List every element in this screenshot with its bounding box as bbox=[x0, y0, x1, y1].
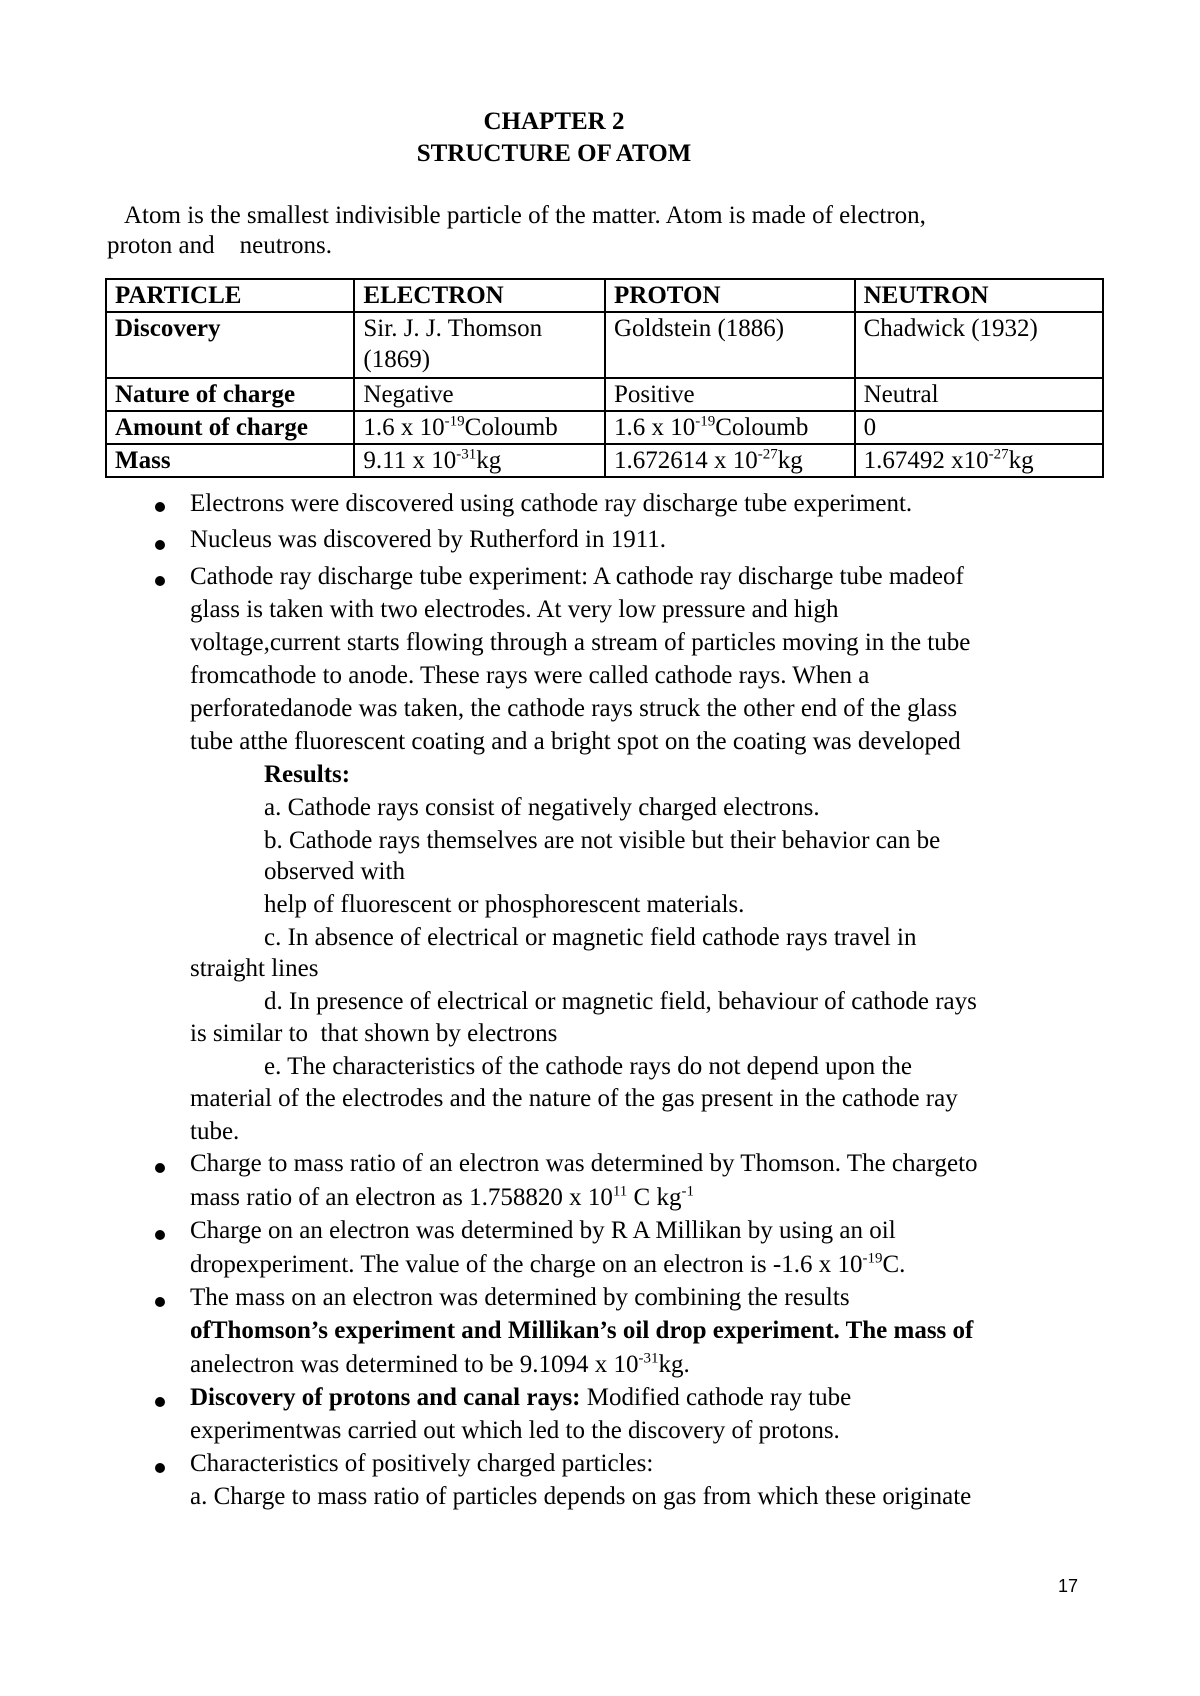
bullet-text: Electrons were discovered using cathode ray discharge tube experiment. bbox=[190, 490, 913, 517]
bullet-text-line bbox=[190, 1182, 694, 1214]
bullet-text-line: experimentwas carried out which led to the discovery of protons. bbox=[190, 1417, 840, 1444]
bullet-text-line: The mass on an electron was determined by combining the results bbox=[190, 1284, 850, 1311]
row-label: Discovery bbox=[106, 312, 354, 378]
table-cell: Goldstein (1886) bbox=[605, 312, 855, 378]
table-cell bbox=[605, 411, 855, 444]
table-cell: 0 bbox=[855, 411, 1103, 444]
exponent: -31 bbox=[638, 1350, 659, 1367]
text-run: dropexperiment. The value of the charge on an electron is -1.6 x 10 bbox=[190, 1251, 863, 1278]
table-row bbox=[106, 312, 1103, 378]
table-header-row bbox=[106, 279, 1103, 312]
row-label: Amount of charge bbox=[106, 411, 354, 444]
text-run: Modified cathode ray tube bbox=[580, 1384, 852, 1411]
cell-unit: kg bbox=[476, 447, 502, 474]
table-header-cell: NEUTRON bbox=[855, 279, 1103, 312]
exponent: -19 bbox=[862, 1250, 883, 1267]
table-cell bbox=[354, 444, 605, 477]
row-label: Mass bbox=[106, 444, 354, 477]
bullet-dot bbox=[155, 576, 165, 586]
table-row bbox=[106, 378, 1103, 411]
cell-unit: kg bbox=[1008, 447, 1034, 474]
bullet-dot bbox=[155, 1297, 165, 1307]
exponent: -27 bbox=[757, 446, 778, 463]
text-run: C. bbox=[882, 1251, 906, 1278]
bullet-text: Nucleus was discovered by Rutherford in 1911. bbox=[190, 526, 667, 553]
exponent: -31 bbox=[456, 446, 477, 463]
bullet-dot bbox=[155, 540, 165, 550]
text-run: anelectron was determined to be 9.1094 x 10 bbox=[190, 1351, 639, 1378]
table-cell: Positive bbox=[605, 378, 855, 411]
bullet-dot bbox=[155, 502, 165, 512]
bullet-text-line: Cathode ray discharge tube experiment: A cathode ray discharge tube madeof bbox=[190, 563, 964, 590]
cell-text: 1.6 x 10 bbox=[614, 414, 696, 441]
page-number: 17 bbox=[1058, 1576, 1079, 1596]
bullet-dot bbox=[155, 1463, 165, 1473]
cell-text: 9.11 x 10 bbox=[363, 447, 457, 474]
bullet-dot bbox=[155, 1230, 165, 1240]
result-c-line: c. In absence of electrical or magnetic field cathode rays travel in bbox=[264, 924, 917, 951]
table-cell: Chadwick (1932) bbox=[855, 312, 1103, 378]
bold-lead: Discovery of protons and canal rays: bbox=[190, 1384, 581, 1411]
table-cell bbox=[855, 444, 1103, 477]
table-cell: Negative bbox=[354, 378, 605, 411]
particle-table bbox=[105, 278, 1104, 478]
intro-line-1: Atom is the smallest indivisible particle of the matter. Atom is made of electron, bbox=[124, 202, 926, 229]
result-b-line: help of fluorescent or phosphorescent materials. bbox=[264, 891, 745, 918]
bullet-text-line: fromcathode to anode. These rays were called cathode rays. When a bbox=[190, 662, 870, 689]
result-c-line: straight lines bbox=[190, 955, 319, 982]
intro-line-2: proton and neutrons. bbox=[107, 232, 332, 259]
bullet-text-line bbox=[190, 1249, 905, 1281]
bullet-text-line: voltage,current starts flowing through a stream of particles moving in the tube bbox=[190, 629, 971, 656]
exponent: -19 bbox=[444, 413, 465, 430]
cell-unit: Coloumb bbox=[464, 414, 558, 441]
table-header-cell: ELECTRON bbox=[354, 279, 605, 312]
table-cell bbox=[605, 444, 855, 477]
table-row bbox=[106, 444, 1103, 477]
text-run: mass ratio of an electron as 1.758820 x 10 bbox=[190, 1184, 613, 1211]
result-e-line: tube. bbox=[190, 1118, 240, 1145]
table-row bbox=[106, 411, 1103, 444]
result-d-line: is similar to that shown by electrons bbox=[190, 1020, 558, 1047]
bullet-text-line bbox=[190, 1349, 690, 1381]
bullet-text-line: Charge on an electron was determined by R A Millikan by using an oil bbox=[190, 1217, 896, 1244]
exponent: 11 bbox=[612, 1183, 628, 1200]
result-a: a. Cathode rays consist of negatively charged electrons. bbox=[264, 794, 820, 821]
cell-text: 1.672614 x 10 bbox=[614, 447, 758, 474]
cell-text: 1.6 x 10 bbox=[363, 414, 445, 441]
exponent: -27 bbox=[988, 446, 1009, 463]
text-run: kg. bbox=[658, 1351, 690, 1378]
bullet-text-line: a. Charge to mass ratio of particles depends on gas from which these originate bbox=[190, 1483, 972, 1510]
results-heading: Results: bbox=[264, 761, 351, 788]
chapter-title: STRUCTURE OF ATOM bbox=[416, 140, 692, 167]
result-d-line: d. In presence of electrical or magnetic field, behaviour of cathode rays bbox=[264, 988, 977, 1015]
row-label: Nature of charge bbox=[106, 378, 354, 411]
bullet-text-line: ofThomson’s experiment and Millikan’s oil drop experiment. The mass of bbox=[190, 1317, 974, 1344]
bullet-text-line: glass is taken with two electrodes. At very low pressure and high bbox=[190, 596, 839, 623]
chapter-label: CHAPTER 2 bbox=[483, 108, 625, 135]
result-b-line: observed with bbox=[264, 858, 405, 885]
bullet-text-line: Charge to mass ratio of an electron was determined by Thomson. The chargeto bbox=[190, 1150, 978, 1177]
result-e-line: material of the electrodes and the nature of the gas present in the cathode ray bbox=[190, 1085, 958, 1112]
result-b-line: b. Cathode rays themselves are not visible but their behavior can be bbox=[264, 827, 941, 854]
bullet-text-line bbox=[190, 1382, 851, 1414]
cell-unit: kg bbox=[777, 447, 803, 474]
exponent: -1 bbox=[681, 1183, 694, 1200]
text-run: C kg bbox=[627, 1184, 682, 1211]
cell-unit: Coloumb bbox=[715, 414, 809, 441]
table-cell: Sir. J. J. Thomson (1869) bbox=[354, 312, 605, 378]
bullet-dot bbox=[155, 1397, 165, 1407]
bullet-text-line: tube atthe fluorescent coating and a bright spot on the coating was developed bbox=[190, 728, 961, 755]
bullet-text-line: Characteristics of positively charged particles: bbox=[190, 1450, 654, 1477]
bullet-dot bbox=[155, 1163, 165, 1173]
table-header-cell: PROTON bbox=[605, 279, 855, 312]
table-header-cell: PARTICLE bbox=[106, 279, 354, 312]
result-e-line: e. The characteristics of the cathode rays do not depend upon the bbox=[264, 1053, 912, 1080]
bullet-text-line: perforatedanode was taken, the cathode rays struck the other end of the glass bbox=[190, 695, 958, 722]
cell-text: 1.67492 x10 bbox=[863, 447, 989, 474]
table-cell: Neutral bbox=[855, 378, 1103, 411]
table-cell bbox=[354, 411, 605, 444]
exponent: -19 bbox=[695, 413, 716, 430]
